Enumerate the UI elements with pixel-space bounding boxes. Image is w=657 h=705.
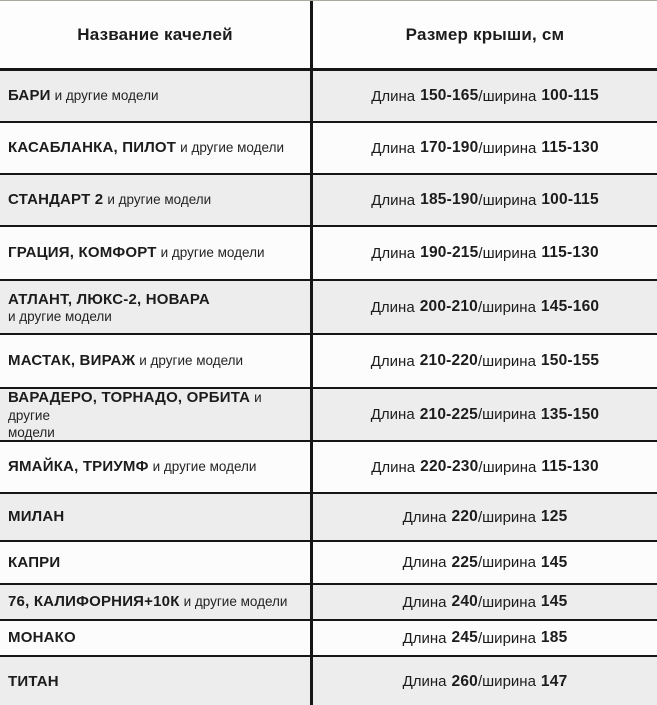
- swing-name-cell: [0, 621, 310, 655]
- width-value: 125: [540, 508, 568, 525]
- swing-name: БАРИ: [8, 87, 51, 104]
- swing-name: 76, КАЛИФОРНИЯ+10К: [8, 593, 180, 610]
- swing-name-cell: [0, 281, 310, 333]
- length-value: 260: [451, 672, 478, 690]
- swing-name-cell: [0, 657, 310, 705]
- table-row: [0, 335, 657, 389]
- swing-name-cell: [0, 71, 310, 121]
- length-label: Длина: [402, 629, 447, 647]
- table-row: [0, 442, 657, 494]
- width-label: /ширина: [478, 139, 537, 157]
- length-value: 245: [451, 629, 478, 646]
- swing-name-line2: модели: [8, 425, 55, 440]
- header-swing-name: Название качелей: [77, 24, 233, 44]
- table-row: [0, 175, 657, 227]
- width-value: 145: [540, 553, 568, 571]
- swing-name-cell: [0, 175, 310, 225]
- table-row: [0, 657, 657, 705]
- swing-name-cell: [0, 123, 310, 173]
- width-value: 147: [540, 672, 568, 690]
- swing-name: СТАНДАРТ 2: [8, 191, 104, 208]
- length-value: 240: [451, 593, 478, 610]
- table-row: [0, 389, 657, 442]
- length-value: 210-225: [419, 405, 478, 423]
- width-label: /ширина: [477, 298, 536, 316]
- width-label: /ширина: [477, 352, 536, 370]
- length-value: 200-210: [419, 298, 478, 315]
- width-value: 145: [540, 593, 568, 610]
- roof-size-cell: [310, 542, 657, 583]
- length-label: Длина: [370, 406, 415, 423]
- roof-size-cell: [310, 335, 657, 387]
- width-label: /ширина: [477, 673, 536, 690]
- roof-size-cell: [310, 227, 657, 279]
- length-value: 225: [451, 553, 478, 571]
- roof-size-cell: [310, 71, 657, 121]
- length-value: 150-165: [420, 87, 479, 104]
- swing-name: КАПРИ: [8, 553, 61, 571]
- roof-size-cell: [310, 585, 657, 619]
- swing-name-suffix: и другие модели: [152, 459, 257, 474]
- swing-name: МОНАКО: [8, 629, 76, 646]
- length-label: Длина: [371, 87, 416, 105]
- length-value: 170-190: [420, 139, 479, 156]
- swing-name-suffix: и другие модели: [183, 594, 288, 609]
- length-label: Длина: [370, 298, 415, 316]
- table-row: [0, 494, 657, 542]
- length-label: Длина: [370, 352, 415, 370]
- swing-name: МАСТАК, ВИРАЖ: [8, 352, 136, 369]
- roof-size-cell: [310, 621, 657, 655]
- swing-name-cell: [0, 442, 310, 492]
- table-row: [0, 227, 657, 281]
- width-label: /ширина: [477, 593, 536, 611]
- table-row: [0, 585, 657, 621]
- swing-name-suffix: и другие модели: [107, 192, 212, 207]
- width-value: 100-115: [541, 87, 599, 104]
- table-header-row: [0, 1, 657, 71]
- length-value: 220: [451, 508, 478, 525]
- swing-name: МИЛАН: [8, 508, 65, 525]
- roof-size-cell: [310, 281, 657, 333]
- swing-name-suffix: и другие модели: [139, 353, 244, 368]
- swing-name-cell: [0, 542, 310, 583]
- swing-name-cell: [0, 585, 310, 619]
- length-value: 190-215: [420, 244, 479, 261]
- length-label: Длина: [371, 191, 416, 209]
- length-label: Длина: [371, 139, 416, 157]
- table-row: [0, 281, 657, 335]
- width-value: 150-155: [540, 352, 600, 369]
- length-label: Длина: [371, 458, 416, 476]
- table-row: [0, 542, 657, 585]
- width-label: /ширина: [477, 554, 536, 571]
- width-value: 115-130: [541, 244, 599, 261]
- width-label: /ширина: [477, 406, 536, 423]
- roof-size-cell: [310, 442, 657, 492]
- roof-size-cell: [310, 175, 657, 225]
- length-label: Длина: [402, 673, 447, 690]
- header-roof-size: Размер крыши, см: [405, 24, 565, 44]
- width-value: 115-130: [541, 458, 599, 475]
- length-label: Длина: [402, 593, 447, 611]
- swing-name: КАСАБЛАНКА, ПИЛОТ: [8, 139, 177, 156]
- width-label: /ширина: [477, 629, 536, 647]
- swing-name: АТЛАНТ, ЛЮКС-2, НОВАРА: [8, 290, 210, 308]
- length-label: Длина: [371, 244, 416, 262]
- roof-size-cell: [310, 657, 657, 705]
- roof-size-cell: [310, 123, 657, 173]
- length-value: 210-220: [419, 352, 478, 369]
- length-value: 185-190: [420, 191, 479, 208]
- width-label: /ширина: [478, 87, 537, 105]
- header-roof-size-cell: [310, 1, 657, 68]
- swing-name: ЯМАЙКА, ТРИУМФ: [8, 458, 149, 475]
- length-label: Длина: [402, 508, 447, 526]
- width-value: 145-160: [540, 298, 600, 315]
- swing-name: ВАРАДЕРО, ТОРНАДО, ОРБИТА: [8, 389, 251, 406]
- table-row: [0, 621, 657, 657]
- swing-name-cell: [0, 227, 310, 279]
- table-body: [0, 71, 657, 705]
- width-value: 100-115: [541, 191, 599, 208]
- table-row: [0, 71, 657, 123]
- length-value: 220-230: [420, 458, 479, 475]
- width-label: /ширина: [477, 508, 536, 526]
- header-swing-name-cell: [0, 1, 310, 68]
- swing-name: ТИТАН: [8, 672, 59, 690]
- swing-name-suffix: и другие модели: [160, 245, 265, 260]
- swing-name-suffix: и другие модели: [180, 140, 285, 155]
- roof-size-cell: [310, 389, 657, 440]
- width-value: 115-130: [541, 139, 599, 156]
- swing-name-cell: [0, 494, 310, 540]
- width-value: 135-150: [540, 405, 600, 423]
- swing-name-suffix: и другие модели: [54, 88, 159, 103]
- swing-name-line2: и другие модели: [8, 308, 112, 324]
- width-value: 185: [540, 629, 568, 646]
- swing-name-cell: [0, 335, 310, 387]
- swing-name-suffix: и другие: [8, 390, 262, 423]
- width-label: /ширина: [478, 458, 537, 476]
- roof-size-cell: [310, 494, 657, 540]
- table-row: [0, 123, 657, 175]
- swing-name-cell: [0, 389, 310, 440]
- length-label: Длина: [402, 554, 447, 571]
- width-label: /ширина: [478, 244, 537, 262]
- width-label: /ширина: [478, 191, 537, 209]
- swing-name: ГРАЦИЯ, КОМФОРТ: [8, 244, 157, 261]
